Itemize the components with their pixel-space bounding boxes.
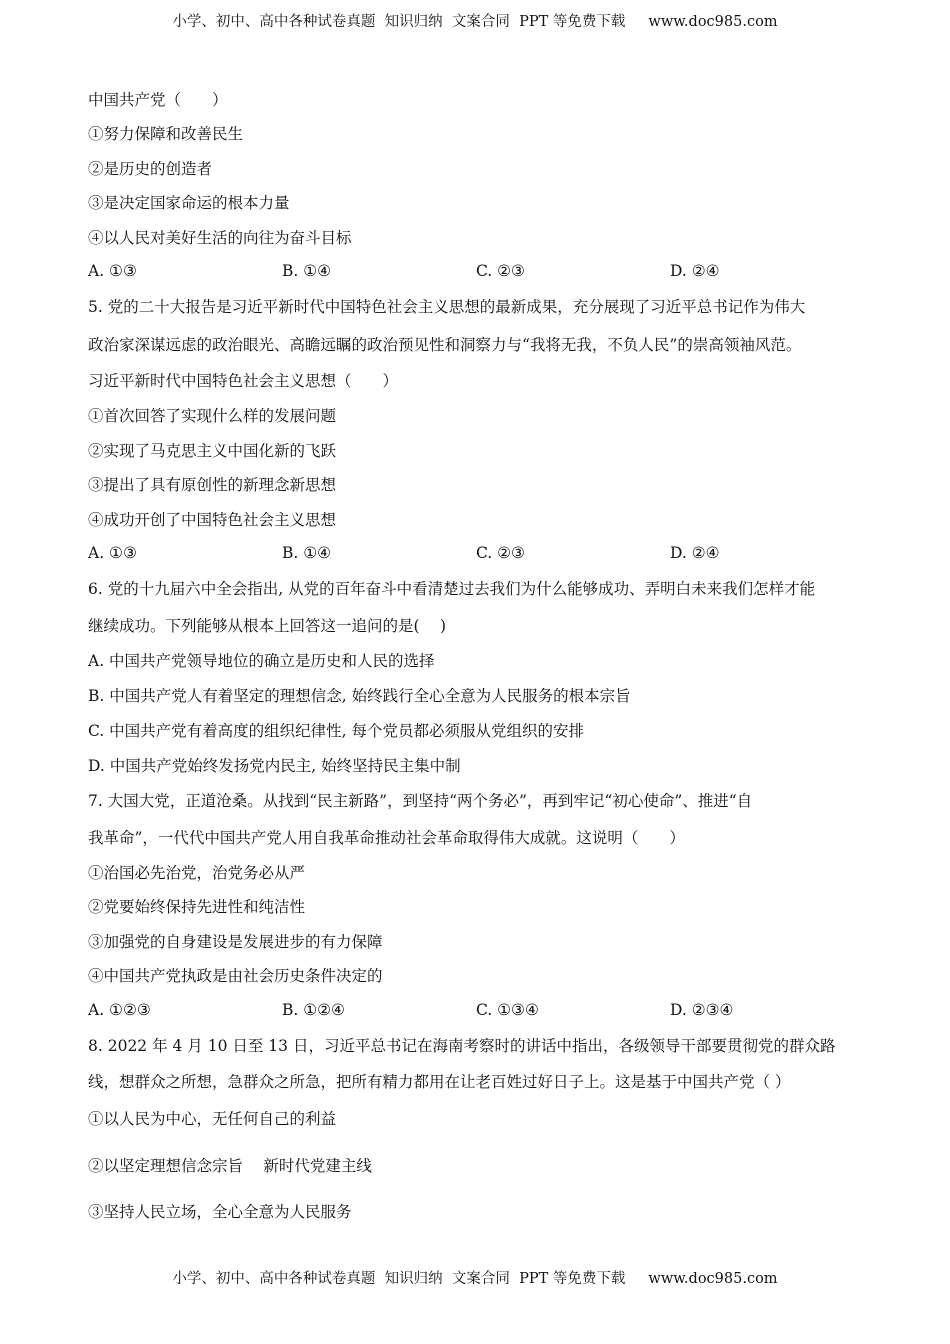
q7-item-3: ③加强党的自身建设是发展进步的有力保障 [88,933,383,951]
q7-option-a: A. ①②③ [88,1001,151,1019]
q5-item-1: ①首次回答了实现什么样的发展问题 [88,407,337,425]
q6-stem-line-1: 6. 党的十九届六中全会指出, 从党的百年奋斗中看清楚过去我们为什么能够成功、弄明白未来我们怎样才能 [88,580,816,598]
q7-item-1: ①治国必先治党，治党务必从严 [88,864,306,882]
q5-option-a: A. ①③ [88,544,137,562]
q5-option-b: B. ①④ [282,544,332,562]
q7-stem-line-2: 我革命”，一代代中国共产党人用自我革命推动社会革命取得伟大成就。这说明（ ） [88,829,685,847]
q5-option-c: C. ②③ [476,544,525,562]
q6-option-c: C. 中国共产党有着高度的组织纪律性, 每个党员都必须服从党组织的安排 [88,722,585,740]
q8-stem-line-1: 8. 2022 年 4 月 10 日至 13 日，习近平总书记在海南考察时的讲话中指出，各级领导干部要贯彻党的群众路 [88,1037,836,1055]
q7-item-4: ④中国共产党执政是由社会历史条件决定的 [88,967,383,985]
q4-option-a: A. ①③ [88,262,137,280]
q6-option-a: A. 中国共产党领导地位的确立是历史和人民的选择 [88,652,435,670]
page-footer: 小学、初中、高中各种试卷真题 知识归纳 文案合同 PPT 等免费下载 www.doc985.com [172,1271,778,1287]
q5-item-2: ②实现了马克思主义中国化新的飞跃 [88,442,337,460]
q8-stem-line-2: 线，想群众之所想，急群众之所急，把所有精力都用在让老百姓过好日子上。这是基于中国共产党（ ） [88,1073,791,1091]
q5-option-d: D. ②④ [670,544,720,562]
q7-option-c: C. ①③④ [476,1001,539,1019]
q6-option-d: D. 中国共产党始终发扬党内民主, 始终坚持民主集中制 [88,757,461,775]
q4-option-c: C. ②③ [476,262,525,280]
q4-item-4: ④以人民对美好生活的向往为奋斗目标 [88,229,352,247]
q4-item-1: ①努力保障和改善民生 [88,125,244,143]
q6-option-b: B. 中国共产党人有着坚定的理想信念, 始终践行全心全意为人民服务的根本宗旨 [88,687,631,705]
q5-item-4: ④成功开创了中国特色社会主义思想 [88,511,337,529]
q4-option-d: D. ②④ [670,262,720,280]
q4-option-b: B. ①④ [282,262,332,280]
q7-option-b: B. ①②④ [282,1001,345,1019]
q8-item-1: ①以人民为中心，无任何自己的利益 [88,1110,337,1128]
q5-item-3: ③提出了具有原创性的新理念新思想 [88,476,337,494]
q4-item-3: ③是决定国家命运的根本力量 [88,194,290,212]
q6-stem-line-2: 继续成功。下列能够从根本上回答这一追问的是( ) [88,617,447,635]
q5-stem-line-2: 政治家深谋远虑的政治眼光、高瞻远瞩的政治预见性和洞察力与“我将无我，不负人民”的崇高领袖风范。 [88,336,802,354]
q4-item-2: ②是历史的创造者 [88,160,213,178]
q4-stem: 中国共产党（ ） [88,91,228,109]
q8-item-3: ③坚持人民立场，全心全意为人民服务 [88,1203,352,1221]
q8-item-2: ②以坚定理想信念宗旨 新时代党建主线 [88,1157,372,1175]
page-header: 小学、初中、高中各种试卷真题 知识归纳 文案合同 PPT 等免费下载 www.doc985.com [172,14,778,30]
q7-stem-line-1: 7. 大国大党，正道沧桑。从找到“民主新路”，到坚持“两个务必”，再到牢记“初心使命”、推进“自 [88,792,753,810]
q5-stem-line-3: 习近平新时代中国特色社会主义思想（ ） [88,372,399,390]
q7-option-d: D. ②③④ [670,1001,734,1019]
q7-item-2: ②党要始终保持先进性和纯洁性 [88,898,306,916]
q5-stem-line-1: 5. 党的二十大报告是习近平新时代中国特色社会主义思想的最新成果，充分展现了习近平总书记作为伟大 [88,298,806,316]
